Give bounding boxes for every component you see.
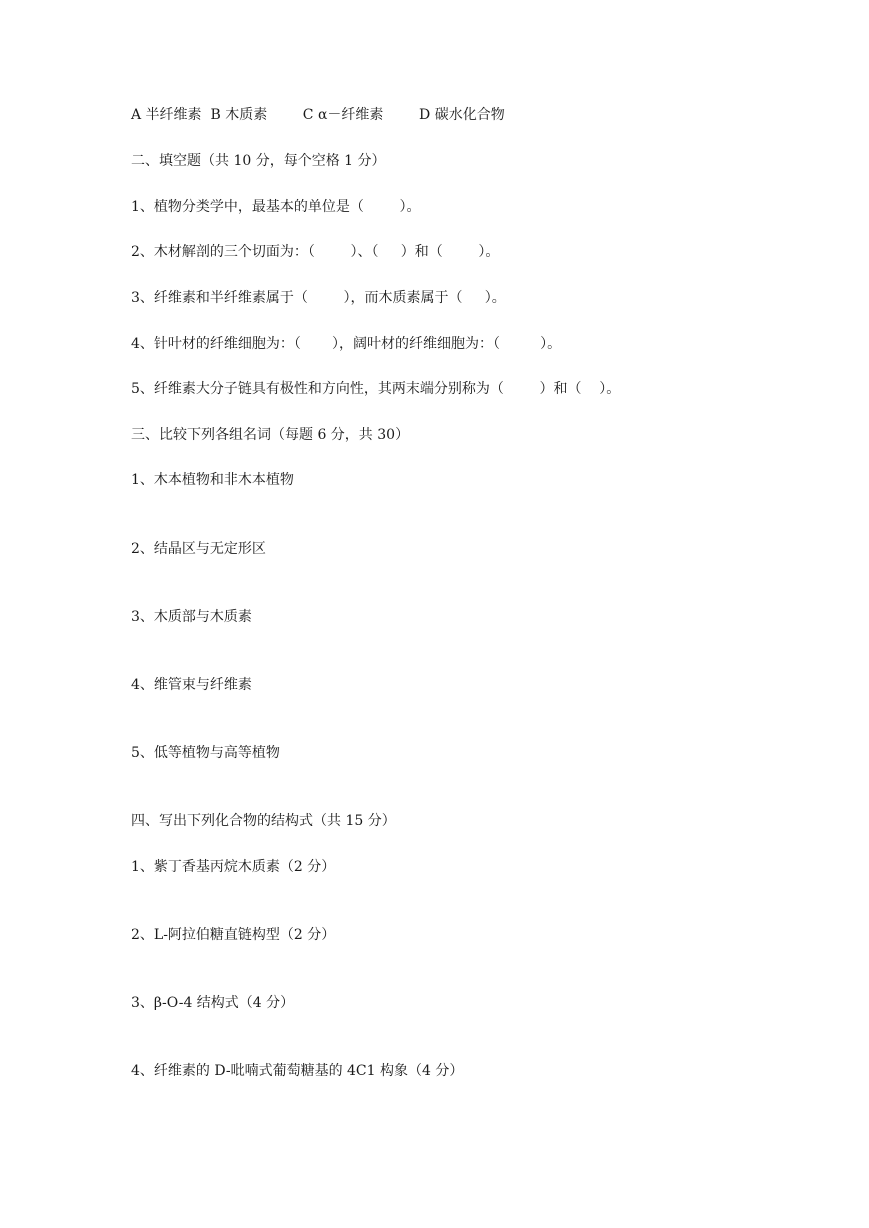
compare-question-4: 4、维管束与纤维素 xyxy=(131,677,252,693)
section-structure-heading: 四、写出下列化合物的结构式（共 15 分） xyxy=(131,813,396,829)
structure-question-2: 2、L-阿拉伯糖直链构型（2 分） xyxy=(131,927,336,943)
fill-blank-question-1: 1、植物分类学中，最基本的单位是（ ）。 xyxy=(131,199,421,215)
mc-options-line: A 半纤维素 B 木质素 C α－纤维素 D 碳水化合物 xyxy=(131,107,505,123)
structure-question-1: 1、紫丁香基丙烷木质素（2 分） xyxy=(131,859,336,875)
fill-blank-question-5: 5、纤维素大分子链具有极性和方向性，其两末端分别称为（ ）和（ ）。 xyxy=(131,381,621,397)
structure-question-4: 4、纤维素的 D-吡喃式葡萄糖基的 4C1 构象（4 分） xyxy=(131,1063,464,1079)
compare-question-1: 1、木本植物和非木本植物 xyxy=(131,472,294,488)
fill-blank-question-2: 2、木材解剖的三个切面为：（ ）、（ ）和（ ）。 xyxy=(131,244,500,260)
fill-blank-question-4: 4、针叶材的纤维细胞为：（ ），阔叶材的纤维细胞为：（ ）。 xyxy=(131,336,562,352)
compare-question-3: 3、木质部与木质素 xyxy=(131,609,252,625)
compare-question-5: 5、低等植物与高等植物 xyxy=(131,745,280,761)
section-fill-blank-heading: 二、填空题（共 10 分，每个空格 1 分） xyxy=(131,153,386,169)
section-compare-heading: 三、比较下列各组名词（每题 6 分，共 30） xyxy=(131,427,410,443)
fill-blank-question-3: 3、纤维素和半纤维素属于（ ），而木质素属于（ ）。 xyxy=(131,290,506,306)
structure-question-3: 3、β-O-4 结构式（4 分） xyxy=(131,995,295,1011)
compare-question-2: 2、结晶区与无定形区 xyxy=(131,541,266,557)
